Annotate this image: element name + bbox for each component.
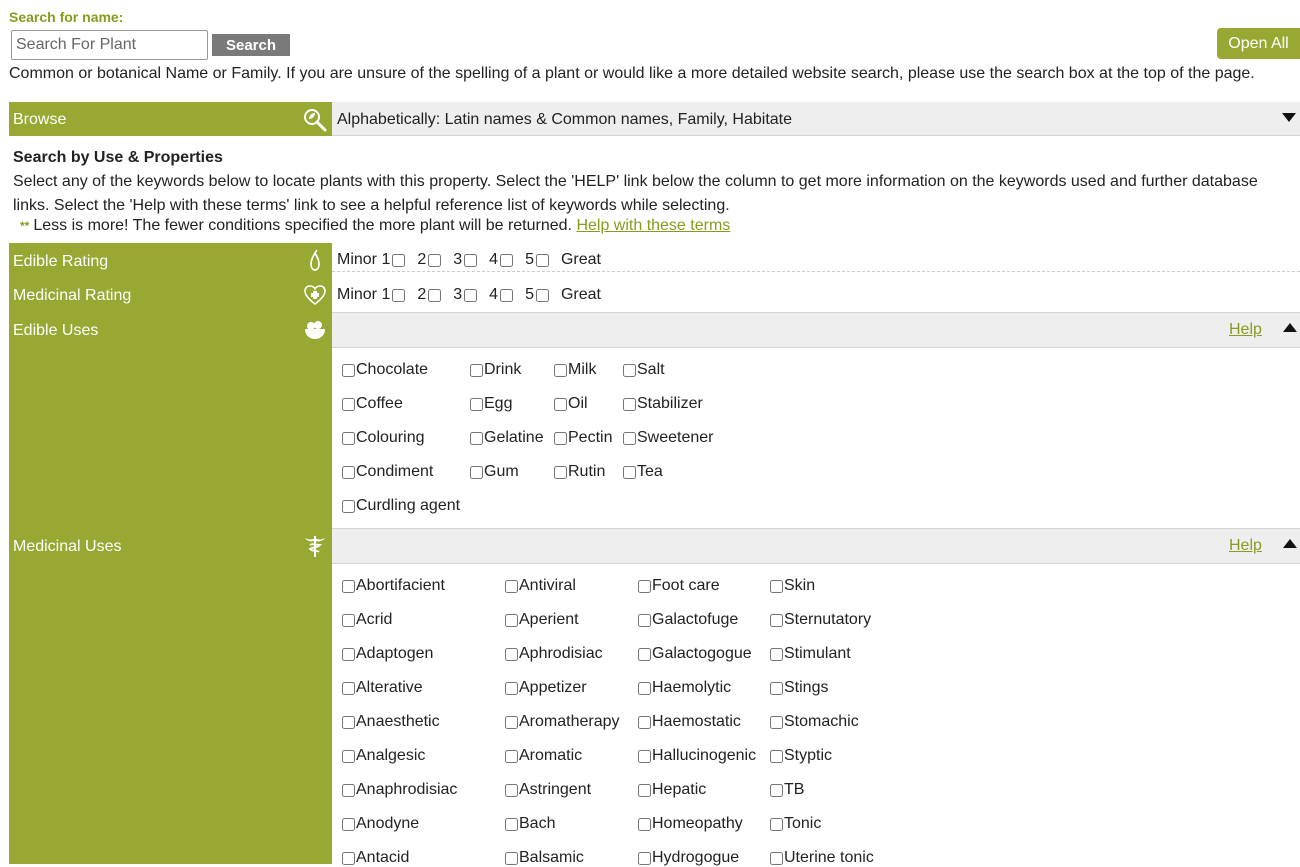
use-option-checkbox[interactable] (505, 682, 518, 695)
use-option-checkbox[interactable] (638, 614, 651, 627)
use-option[interactable] (342, 395, 403, 413)
use-option-label: Coffee (356, 395, 403, 412)
use-option-checkbox[interactable] (554, 364, 567, 377)
use-option[interactable] (342, 781, 457, 799)
use-option-label: Antacid (356, 849, 410, 866)
edible-rating-3-label: 3 (453, 251, 463, 268)
edible-rating-4-label: 4 (489, 251, 499, 268)
medicinal-rating-min: Minor 1 (337, 286, 391, 303)
use-option[interactable] (638, 679, 731, 697)
use-option-label: Foot care (652, 577, 720, 594)
use-option-label: Styptic (784, 747, 833, 764)
use-option[interactable] (770, 747, 832, 765)
use-option-label: Aphrodisiac (519, 645, 603, 662)
use-option-label: Gum (484, 463, 519, 480)
chevron-down-icon[interactable] (1282, 113, 1296, 122)
use-option-checkbox[interactable] (554, 432, 567, 445)
use-option-checkbox[interactable] (770, 818, 783, 831)
use-option[interactable] (770, 713, 859, 731)
use-option[interactable] (623, 463, 663, 481)
use-option[interactable] (638, 577, 720, 595)
use-option[interactable] (505, 781, 591, 799)
use-option-checkbox[interactable] (470, 364, 483, 377)
use-option-checkbox[interactable] (770, 682, 783, 695)
use-option-label: Aromatic (519, 747, 583, 764)
use-option-checkbox[interactable] (623, 364, 636, 377)
use-option-label: Chocolate (356, 361, 429, 378)
use-option-checkbox[interactable] (770, 750, 783, 763)
search-input[interactable] (11, 30, 208, 60)
medicinal-rating-4-label: 4 (489, 286, 499, 303)
medicinal-rating-max: Great (560, 286, 601, 303)
use-option[interactable] (505, 611, 579, 629)
use-option[interactable] (505, 679, 587, 697)
use-option-label: Stabilizer (637, 395, 703, 412)
use-option-label: Anaphrodisiac (356, 781, 458, 798)
use-option[interactable] (342, 429, 424, 447)
use-option-label: Homeopathy (652, 815, 743, 832)
edible-rating-2-label: 2 (417, 251, 427, 268)
use-properties-description: Select any of the keywords below to locate plants with this property. Select the 'HELP' link below the column to get more information on the keywords used and further database links. Select the 'Help with these terms' link to see a helpful reference list of keywords while selecting. (13, 173, 1258, 214)
use-option[interactable] (623, 395, 703, 413)
use-option[interactable] (623, 361, 665, 379)
use-option-checkbox[interactable] (770, 580, 783, 593)
use-option-checkbox[interactable] (342, 750, 355, 763)
use-option-label: Haemostatic (652, 713, 741, 730)
use-option-checkbox[interactable] (342, 716, 355, 729)
use-option-label: Egg (484, 395, 513, 412)
use-option-label: Salt (637, 361, 665, 378)
use-option[interactable] (638, 781, 706, 799)
use-option[interactable] (638, 645, 752, 663)
use-option-checkbox[interactable] (470, 466, 483, 479)
use-option-label: Adaptogen (356, 645, 434, 662)
use-option-checkbox[interactable] (342, 432, 355, 445)
edible-rating-5-label: 5 (525, 251, 534, 268)
medicinal-uses-bar (332, 528, 1300, 564)
use-option[interactable] (470, 463, 519, 481)
use-option-label: Galactofuge (652, 611, 739, 628)
use-option[interactable] (554, 463, 605, 481)
filters-sidebar (9, 243, 332, 864)
use-option-checkbox[interactable] (554, 466, 567, 479)
edible-rating-1-checkbox[interactable] (392, 254, 405, 267)
chevron-up-icon[interactable] (1283, 539, 1297, 548)
use-option-label: Milk (568, 361, 597, 378)
use-option[interactable] (638, 849, 739, 867)
use-option[interactable] (770, 849, 874, 867)
edible-uses-help-link[interactable]: Help (1229, 321, 1262, 338)
tip-marker: ** (20, 219, 30, 233)
medicinal-rating-3-checkbox[interactable] (464, 289, 477, 302)
use-option-checkbox[interactable] (470, 398, 483, 411)
use-option-label: Rutin (568, 463, 606, 480)
medicinal-rating-3-label: 3 (453, 286, 463, 303)
use-option-label: Tea (637, 463, 663, 480)
use-option-label: Skin (784, 577, 816, 594)
use-option-label: Condiment (356, 463, 434, 480)
magnifier-leaf-icon (303, 108, 327, 132)
search-button[interactable]: Search (212, 34, 290, 56)
use-option-checkbox[interactable] (342, 852, 355, 865)
use-option-checkbox[interactable] (342, 818, 355, 831)
use-option[interactable] (505, 815, 555, 833)
use-option[interactable] (505, 713, 620, 731)
use-option-checkbox[interactable] (342, 784, 355, 797)
use-option-checkbox[interactable] (342, 580, 355, 593)
edible-rating-min: Minor 1 (337, 251, 391, 268)
use-option[interactable] (470, 361, 521, 379)
use-option-checkbox[interactable] (505, 614, 518, 627)
tip-text: Less is more! The fewer conditions specified the more plant will be returned. (33, 217, 572, 234)
use-option[interactable] (554, 429, 612, 447)
use-option[interactable] (342, 463, 433, 481)
medicinal-rating-5-label: 5 (525, 286, 534, 303)
use-option[interactable] (342, 679, 423, 697)
use-option-label: Anaesthetic (356, 713, 440, 730)
open-all-button[interactable]: Open All (1217, 28, 1300, 59)
pear-icon (303, 249, 327, 273)
use-option-checkbox[interactable] (638, 580, 651, 593)
use-option[interactable] (623, 429, 714, 447)
use-option-label: Hallucinogenic (652, 747, 757, 764)
use-option-checkbox[interactable] (623, 432, 636, 445)
use-option[interactable] (770, 815, 821, 833)
use-option-label: Bach (519, 815, 556, 832)
edible-rating-2-checkbox[interactable] (428, 254, 441, 267)
medicinal-uses-label: Medicinal Uses (13, 538, 122, 555)
use-option[interactable] (470, 395, 512, 413)
search-helper-text: Common or botanical Name or Family. If you are unsure of the spelling of a plant or would like a more detailed website search, please use the search box at the top of the page. (9, 65, 1255, 82)
use-option[interactable] (342, 645, 433, 663)
medicinal-rating-2-label: 2 (417, 286, 427, 303)
use-option[interactable] (342, 747, 425, 765)
name-search-label: Search for name: (9, 9, 124, 25)
edible-uses-bar (332, 312, 1300, 348)
use-option-checkbox[interactable] (770, 648, 783, 661)
use-option-checkbox[interactable] (770, 614, 783, 627)
use-option-label: Gelatine (484, 429, 544, 446)
edible-rating-label: Edible Rating (13, 253, 109, 270)
medicinal-rating-2-checkbox[interactable] (428, 289, 441, 302)
use-option-label: Hepatic (652, 781, 707, 798)
use-option-label: Tonic (784, 815, 822, 832)
use-option-label: Haemolytic (652, 679, 732, 696)
edible-uses-label: Edible Uses (13, 322, 99, 339)
chevron-up-icon[interactable] (1283, 323, 1297, 332)
use-option[interactable] (770, 577, 815, 595)
use-option-checkbox[interactable] (505, 818, 518, 831)
use-option-label: Analgesic (356, 747, 426, 764)
use-option-checkbox[interactable] (638, 750, 651, 763)
use-option[interactable] (770, 645, 851, 663)
use-option-label: Sweetener (637, 429, 714, 446)
use-option-checkbox[interactable] (770, 716, 783, 729)
use-option-checkbox[interactable] (342, 466, 355, 479)
use-option-checkbox[interactable] (505, 648, 518, 661)
use-option[interactable] (638, 611, 738, 629)
use-option-label: Balsamic (519, 849, 584, 866)
use-option-label: Anodyne (356, 815, 420, 832)
use-option-label: Stomachic (784, 713, 859, 730)
browse-option: Alphabetically: Latin names & Common names, Family, Habitate (337, 111, 793, 128)
use-option-label: Acrid (356, 611, 393, 628)
use-option[interactable] (770, 781, 804, 799)
use-option-label: Abortifacient (356, 577, 445, 594)
browse-header (9, 102, 332, 136)
use-option-checkbox[interactable] (638, 682, 651, 695)
heart-cross-icon (303, 283, 327, 307)
use-option-checkbox[interactable] (623, 466, 636, 479)
use-option-label: Oil (568, 395, 588, 412)
less-is-more-tip (20, 217, 730, 235)
use-option[interactable] (342, 713, 440, 731)
use-option[interactable] (342, 611, 392, 629)
help-with-terms-link[interactable]: Help with these terms (576, 217, 731, 234)
use-option[interactable] (342, 497, 460, 515)
use-option[interactable] (342, 815, 419, 833)
use-option[interactable] (342, 577, 445, 595)
use-option-label: TB (784, 781, 805, 798)
use-option-checkbox[interactable] (770, 784, 783, 797)
use-option-label: Curdling agent (356, 497, 461, 514)
use-option[interactable] (342, 361, 428, 379)
use-option-label: Stings (784, 679, 829, 696)
use-option-checkbox[interactable] (505, 580, 518, 593)
use-option-checkbox[interactable] (638, 648, 651, 661)
rating-divider (332, 271, 1300, 272)
use-option-checkbox[interactable] (638, 818, 651, 831)
use-option-label: Aperient (519, 611, 579, 628)
medicinal-rating-label: Medicinal Rating (13, 287, 132, 304)
use-option[interactable] (770, 611, 871, 629)
use-option-checkbox[interactable] (505, 716, 518, 729)
browse-select[interactable] (332, 102, 1300, 136)
use-properties-title: Search by Use & Properties (13, 149, 223, 166)
use-option-checkbox[interactable] (342, 614, 355, 627)
use-option-label: Drink (484, 361, 522, 378)
edible-rating-5-checkbox[interactable] (536, 254, 549, 267)
use-option[interactable] (470, 429, 544, 447)
use-option-label: Antiviral (519, 577, 576, 594)
use-option-label: Hydrogogue (652, 849, 740, 866)
use-option-label: Uterine tonic (784, 849, 874, 866)
use-option-label: Astringent (519, 781, 592, 798)
medicinal-rating-5-checkbox[interactable] (536, 289, 549, 302)
use-option-label: Colouring (356, 429, 425, 446)
use-option-checkbox[interactable] (505, 852, 518, 865)
use-option-label: Alterative (356, 679, 423, 696)
use-option-checkbox[interactable] (470, 432, 483, 445)
use-option-checkbox[interactable] (623, 398, 636, 411)
use-option[interactable] (638, 713, 741, 731)
use-option-checkbox[interactable] (342, 398, 355, 411)
use-option-checkbox[interactable] (505, 750, 518, 763)
use-option-label: Stimulant (784, 645, 851, 662)
use-option-label: Aromatherapy (519, 713, 620, 730)
use-option-label: Pectin (568, 429, 613, 446)
use-option-label: Appetizer (519, 679, 587, 696)
use-option[interactable] (638, 747, 756, 765)
use-option-checkbox[interactable] (342, 500, 355, 513)
browse-label: Browse (13, 111, 67, 128)
medicinal-rating-4-checkbox[interactable] (500, 289, 513, 302)
medicinal-rating-1-checkbox[interactable] (392, 289, 405, 302)
use-option-checkbox[interactable] (505, 784, 518, 797)
use-option-checkbox[interactable] (342, 364, 355, 377)
use-option-checkbox[interactable] (342, 682, 355, 695)
use-option[interactable] (554, 361, 596, 379)
use-option[interactable] (770, 679, 828, 697)
edible-rating-max: Great (560, 251, 601, 268)
edible-rating-4-checkbox[interactable] (500, 254, 513, 267)
medicinal-rating-options (332, 278, 1300, 312)
use-option-checkbox[interactable] (638, 784, 651, 797)
use-properties-intro (13, 146, 1283, 218)
caduceus-icon (303, 534, 327, 558)
edible-rating-3-checkbox[interactable] (464, 254, 477, 267)
use-option-checkbox[interactable] (342, 648, 355, 661)
use-option[interactable] (342, 849, 409, 867)
use-option[interactable] (505, 747, 582, 765)
use-option-checkbox[interactable] (638, 716, 651, 729)
use-option[interactable] (638, 815, 743, 833)
use-option-checkbox[interactable] (770, 852, 783, 865)
use-option-checkbox[interactable] (554, 398, 567, 411)
fruit-bowl-icon (303, 318, 327, 342)
medicinal-uses-help-link[interactable]: Help (1229, 537, 1262, 554)
use-option-checkbox[interactable] (638, 852, 651, 865)
use-option[interactable] (505, 645, 603, 663)
use-option[interactable] (554, 395, 588, 413)
use-option-label: Sternutatory (784, 611, 872, 628)
use-option-label: Galactogogue (652, 645, 752, 662)
use-option[interactable] (505, 849, 584, 867)
use-option[interactable] (505, 577, 576, 595)
